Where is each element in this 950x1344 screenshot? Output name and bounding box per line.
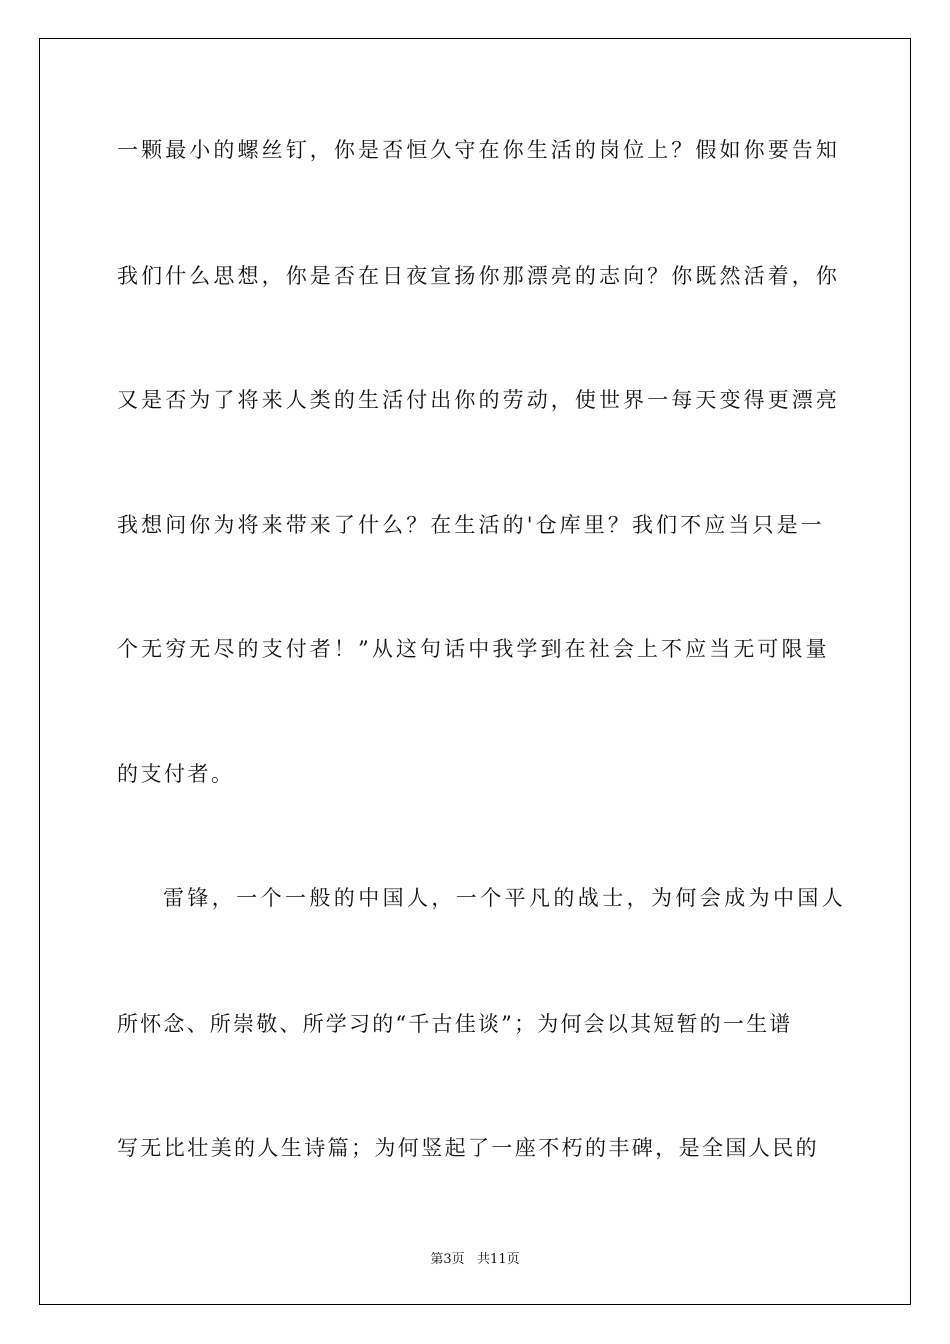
page-border <box>39 38 911 1305</box>
text-line: 又是否为了将来人类的生活付出你的劳动，使世界一每天变得更漂亮 <box>117 388 840 412</box>
text-line: 的支付者。 <box>117 762 235 786</box>
text-line: 我们什么思想，你是否在日夜宣扬你那漂亮的志向？你既然活着，你 <box>117 264 840 288</box>
text-line: 我想问你为将来带来了什么？在生活的'仓库里？我们不应当只是一 <box>117 513 825 537</box>
text-line: 所怀念、所崇敬、所学习的“千古佳谈”；为何会以其短暂的一生谱 <box>117 1012 793 1036</box>
text-line: 个无穷无尽的支付者！”从这句话中我学到在社会上不应当无可限量 <box>117 637 830 661</box>
paragraph-first-line: 雷锋，一个一般的中国人，一个平凡的战士，为何会成为中国人 <box>163 886 847 910</box>
text-line: 写无比壮美的人生诗篇；为何竖起了一座不朽的丰碑，是全国人民的 <box>117 1136 819 1160</box>
page-number-footer: 第3页 共11页 <box>430 1252 520 1267</box>
text-line: 一颗最小的螺丝钉，你是否恒久守在你生活的岗位上？假如你要告知 <box>117 138 840 162</box>
